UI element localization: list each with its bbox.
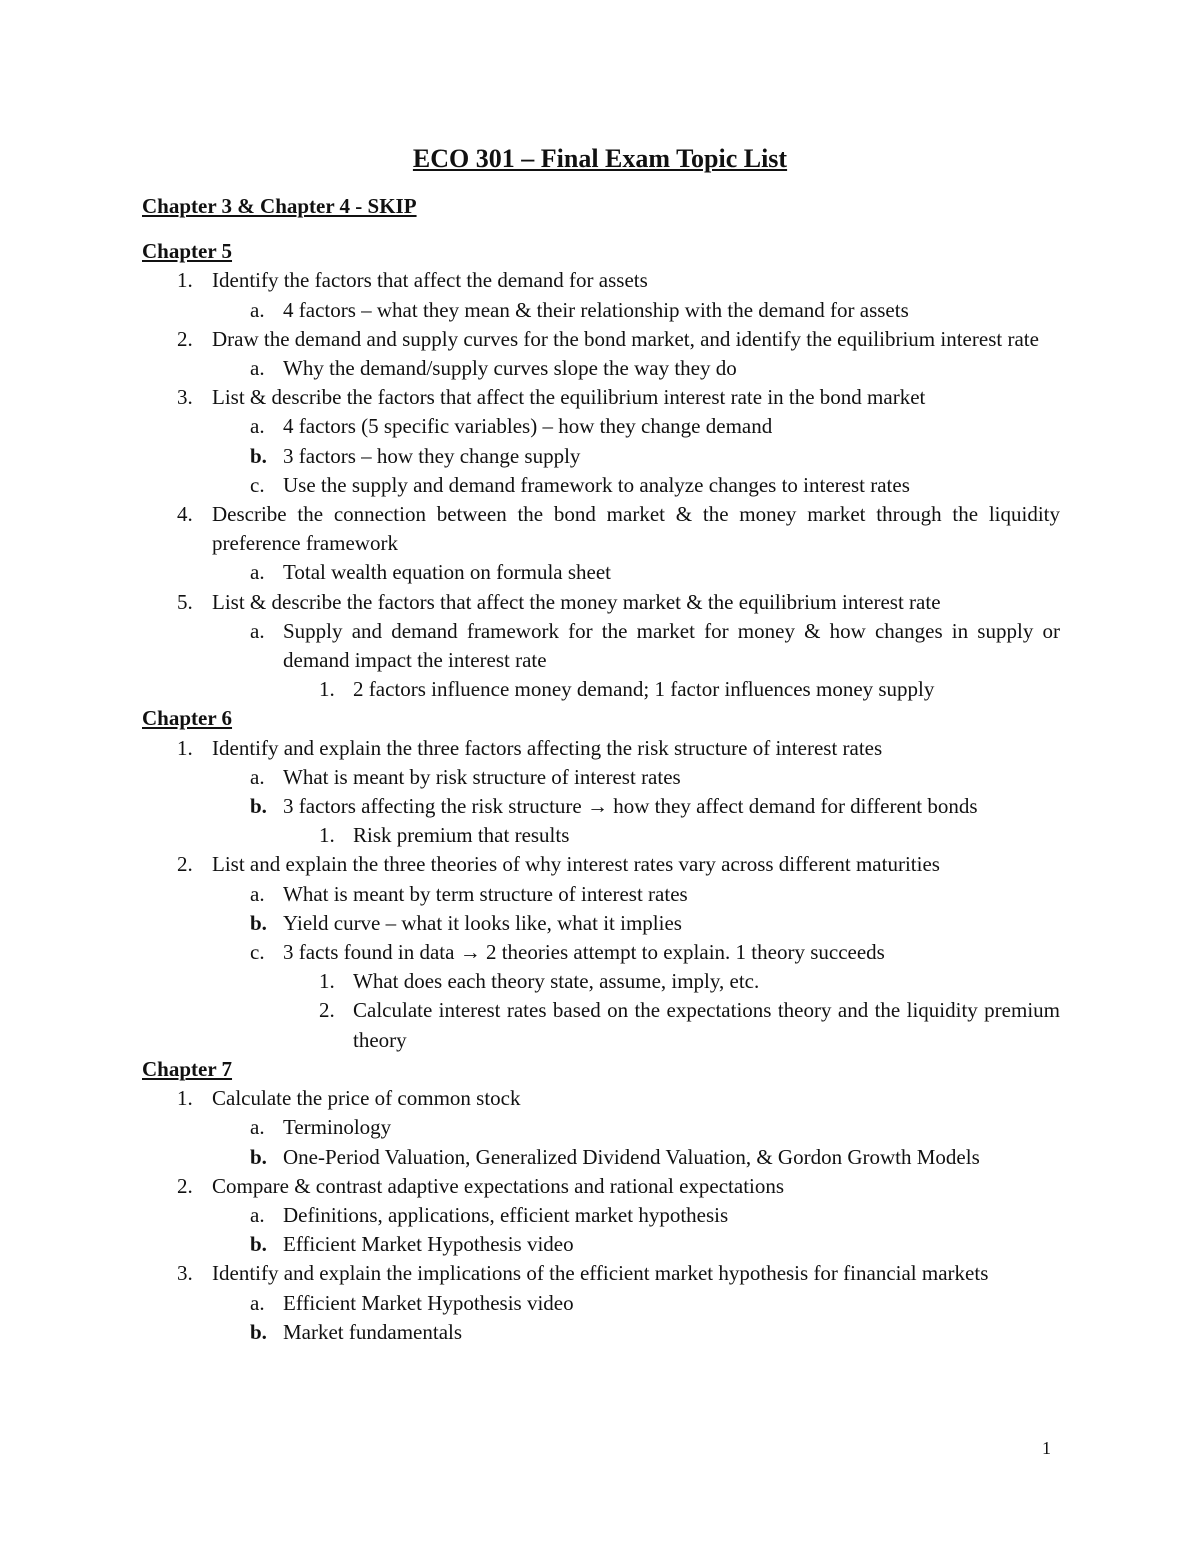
- list-marker: b.: [250, 1144, 267, 1169]
- outline-level-3: [142, 967, 1060, 1055]
- list-marker: a.: [250, 881, 265, 906]
- list-item: [142, 938, 1060, 1055]
- section-gap: [142, 221, 1060, 237]
- list-item: [142, 325, 1060, 383]
- list-item-text: Market fundamentals: [283, 1319, 463, 1344]
- list-marker: 1.: [177, 735, 193, 760]
- list-item-row: [142, 821, 1060, 850]
- list-item: [142, 821, 1060, 850]
- page-number: 1: [1042, 1438, 1051, 1458]
- outline-level-2: [142, 763, 1060, 851]
- list-marker: b.: [250, 443, 267, 468]
- list-marker: 2.: [319, 998, 335, 1023]
- list-item-row: [142, 1318, 1060, 1347]
- list-item: [142, 442, 1060, 471]
- list-item: [142, 850, 1060, 1054]
- outline-level-3: [142, 675, 1060, 704]
- list-item: [142, 471, 1060, 500]
- list-item-text: What is meant by risk structure of interest rates: [283, 764, 681, 789]
- list-marker: 1.: [319, 823, 335, 848]
- list-item-row: [142, 850, 1060, 879]
- list-marker: b.: [250, 1319, 267, 1344]
- list-item: [142, 354, 1060, 383]
- list-item-row: [142, 996, 1060, 1054]
- list-item: [142, 558, 1060, 587]
- list-item-row: [142, 792, 1060, 821]
- list-item: [142, 1172, 1060, 1260]
- outline-level-3: [142, 821, 1060, 850]
- outline-level-2: [142, 880, 1060, 1055]
- chapter-section: [142, 237, 1060, 704]
- list-item-text: 2 factors influence money demand; 1 factor influences money supply: [353, 677, 935, 702]
- list-marker: 2.: [177, 852, 193, 877]
- list-item-row: [142, 880, 1060, 909]
- list-item-text: Efficient Market Hypothesis video: [283, 1290, 574, 1315]
- list-item-text: One-Period Valuation, Generalized Dividend Valuation, & Gordon Growth Models: [283, 1144, 980, 1169]
- list-item-text: What is meant by term structure of interest rates: [283, 881, 688, 906]
- list-item-text: 3 facts found in data → 2 theories attempt to explain. 1 theory succeeds: [283, 940, 885, 965]
- list-marker: a.: [250, 1115, 265, 1140]
- list-marker: c.: [250, 940, 265, 965]
- list-item-row: [142, 967, 1060, 996]
- outline-level-2: [142, 1113, 1060, 1171]
- list-item: [142, 1230, 1060, 1259]
- list-item-text: 4 factors – what they mean & their relationship with the demand for assets: [283, 297, 909, 322]
- list-item-row: [142, 1172, 1060, 1201]
- list-item: [142, 500, 1060, 588]
- list-item-row: [142, 296, 1060, 325]
- list-item-text: List & describe the factors that affect the equilibrium interest rate in the bond market: [212, 385, 926, 410]
- outline-level-2: [142, 412, 1060, 500]
- list-marker: a.: [250, 1290, 265, 1315]
- list-item: [142, 1318, 1060, 1347]
- list-item: [142, 734, 1060, 851]
- chapter-section: [142, 192, 1060, 237]
- list-marker: 2.: [177, 326, 193, 351]
- list-marker: a.: [250, 297, 265, 322]
- list-item: [142, 909, 1060, 938]
- list-marker: a.: [250, 1202, 265, 1227]
- outline-level-2: [142, 354, 1060, 383]
- list-item: [142, 1113, 1060, 1142]
- list-item-text: Use the supply and demand framework to analyze changes to interest rates: [283, 472, 910, 497]
- list-item-row: [142, 412, 1060, 441]
- list-item-text: Calculate the price of common stock: [212, 1086, 521, 1111]
- list-item: [142, 617, 1060, 705]
- list-marker: a.: [250, 356, 265, 381]
- list-item: [142, 588, 1060, 705]
- list-item-row: [142, 763, 1060, 792]
- list-item-row: [142, 1113, 1060, 1142]
- section-heading: Chapter 7: [142, 1056, 233, 1081]
- list-marker: a.: [250, 414, 265, 439]
- list-item-row: [142, 1084, 1060, 1113]
- outline-level-1: [142, 734, 1060, 1055]
- section-heading: Chapter 5: [142, 239, 233, 264]
- list-item: [142, 792, 1060, 850]
- list-item-text: Identify and explain the implications of the efficient market hypothesis for financial markets: [212, 1261, 989, 1286]
- list-item: [142, 412, 1060, 441]
- list-item-row: [142, 1201, 1060, 1230]
- list-item-row: [142, 325, 1060, 354]
- section-heading: Chapter 3 & Chapter 4 - SKIP: [142, 194, 417, 218]
- list-item: [142, 1259, 1060, 1347]
- list-marker: 2.: [177, 1173, 193, 1198]
- list-item-text: Draw the demand and supply curves for the bond market, and identify the equilibrium interest rate: [212, 326, 1039, 351]
- outline-level-1: [142, 266, 1060, 704]
- list-item-text: 3 factors affecting the risk structure → how they affect demand for different bonds: [283, 794, 978, 819]
- list-item-text: Efficient Market Hypothesis video: [283, 1232, 574, 1257]
- chapter-section: [142, 1055, 1060, 1347]
- list-marker: b.: [250, 794, 267, 819]
- outline-level-2: [142, 1289, 1060, 1347]
- list-item-row: [142, 909, 1060, 938]
- list-item-text: List and explain the three theories of why interest rates vary across different maturities: [212, 852, 940, 877]
- list-item: [142, 1143, 1060, 1172]
- list-item-text: Describe the connection between the bond market & the money market through the liquidity preference framework: [212, 502, 1060, 556]
- list-marker: 1.: [177, 268, 193, 293]
- list-item-text: Supply and demand framework for the market for money & how changes in supply or demand impact the interest rate: [283, 618, 1060, 673]
- list-item: [142, 996, 1060, 1054]
- list-marker: 3.: [177, 1261, 193, 1286]
- list-marker: c.: [250, 472, 265, 497]
- page-title: ECO 301 – Final Exam Topic List: [412, 144, 788, 173]
- list-item: [142, 763, 1060, 792]
- list-item-row: [142, 734, 1060, 763]
- list-marker: a.: [250, 618, 265, 643]
- list-item-text: Why the demand/supply curves slope the way they do: [283, 356, 737, 381]
- list-item: [142, 675, 1060, 704]
- list-item-row: [142, 1230, 1060, 1259]
- list-marker: a.: [250, 560, 265, 585]
- list-item-row: [142, 588, 1060, 617]
- list-item-text: Total wealth equation on formula sheet: [283, 560, 612, 585]
- list-item-row: [142, 500, 1060, 558]
- outline-level-2: [142, 558, 1060, 587]
- list-item-row: [142, 1143, 1060, 1172]
- list-item-text: Risk premium that results: [353, 823, 570, 848]
- list-item-row: [142, 558, 1060, 587]
- outline-level-2: [142, 296, 1060, 325]
- outline-level-1: [142, 1084, 1060, 1347]
- list-item-text: Compare & contrast adaptive expectations and rational expectations: [212, 1173, 785, 1198]
- section-heading: Chapter 6: [142, 706, 233, 731]
- list-item-row: [142, 617, 1060, 675]
- list-item: [142, 967, 1060, 996]
- list-marker: 1.: [319, 969, 335, 994]
- list-item: [142, 296, 1060, 325]
- list-item: [142, 880, 1060, 909]
- list-item-row: [142, 471, 1060, 500]
- list-marker: 1.: [177, 1086, 193, 1111]
- list-item-row: [142, 442, 1060, 471]
- list-item-row: [142, 938, 1060, 967]
- list-item-text: List & describe the factors that affect the money market & the equilibrium interest rate: [212, 589, 941, 614]
- list-marker: b.: [250, 910, 267, 935]
- list-item-row: [142, 383, 1060, 412]
- list-item: [142, 383, 1060, 500]
- list-marker: 4.: [177, 502, 193, 527]
- list-item: [142, 1289, 1060, 1318]
- list-item-row: [142, 675, 1060, 704]
- topic-list: [142, 192, 1060, 1347]
- list-item-text: Calculate interest rates based on the expectations theory and the liquidity premium theory: [353, 998, 1060, 1052]
- list-item: [142, 1201, 1060, 1230]
- list-marker: 5.: [177, 589, 193, 614]
- list-item-row: [142, 354, 1060, 383]
- list-item: [142, 266, 1060, 324]
- list-item-text: Identify and explain the three factors affecting the risk structure of interest rates: [212, 735, 883, 760]
- list-item-text: 3 factors – how they change supply: [283, 443, 581, 468]
- list-item-text: 4 factors (5 specific variables) – how they change demand: [283, 414, 773, 439]
- list-item-row: [142, 1289, 1060, 1318]
- list-item-text: Definitions, applications, efficient market hypothesis: [283, 1202, 729, 1227]
- list-marker: a.: [250, 764, 265, 789]
- outline-level-2: [142, 1201, 1060, 1259]
- list-item-row: [142, 266, 1060, 295]
- chapter-section: [142, 704, 1060, 1054]
- list-marker: 1.: [319, 677, 335, 702]
- outline-level-2: [142, 617, 1060, 705]
- list-item-text: Identify the factors that affect the demand for assets: [212, 268, 648, 293]
- list-item: [142, 1084, 1060, 1172]
- list-item-row: [142, 1259, 1060, 1288]
- list-item-text: Terminology: [283, 1115, 392, 1140]
- list-marker: 3.: [177, 385, 193, 410]
- list-item-text: What does each theory state, assume, imply, etc.: [353, 969, 760, 994]
- list-marker: b.: [250, 1232, 267, 1257]
- list-item-text: Yield curve – what it looks like, what it implies: [283, 910, 682, 935]
